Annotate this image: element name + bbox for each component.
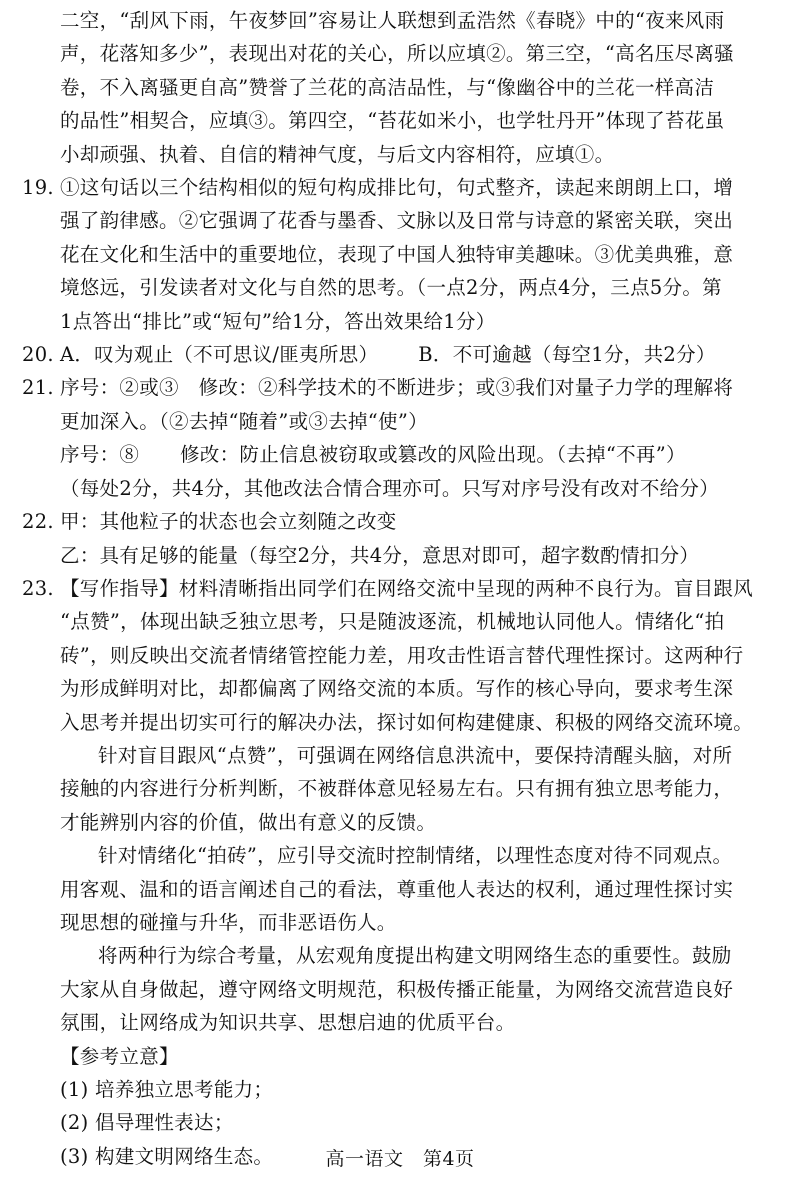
- q21-line: [22, 371, 784, 404]
- q23-line: 大家从自身做起，遵守网络文明规范，积极传播正能量，为网络交流营造良好: [60, 977, 734, 1001]
- q19-line: 强了韵律感。②它强调了花香与墨香、文脉以及日常与诗意的紧密关联，突出: [60, 209, 734, 233]
- q20-number: 20.: [22, 343, 54, 367]
- q18-line: 的品性”相契合，应填③。第四空，“苔花如米小，也学牡丹开”体现了苔花虽: [60, 109, 725, 133]
- q19-line: 1点答出“排比”或“短句”给1分，答出效果给1分）: [60, 309, 496, 333]
- q23-line: 用客观、温和的语言阐述自己的看法，尊重他人表达的权利，通过理性探讨实: [60, 877, 734, 901]
- q18-line: 二空，“刮风下雨，午夜梦回”容易让人联想到孟浩然《春晓》中的“夜来风雨: [60, 9, 725, 32]
- q21-line: 更加深入。（②去掉“随着”或③去掉“使”）: [60, 409, 428, 433]
- q23-line: 砖”，则反映出交流者情绪管控能力差，用攻击性语言替代理性探讨。这两种行: [60, 643, 744, 667]
- q22-line: 乙：具有足够的能量（每空2分，共4分，意思对即可，超字数酌情扣分）: [60, 543, 700, 567]
- q22-line: [22, 505, 784, 538]
- q22-number: 22.: [22, 510, 54, 534]
- q19-line: [22, 171, 784, 204]
- q19-line: 花在文化和生活中的重要地位，表现了中国人独特审美趣味。③优美典雅，意: [60, 242, 734, 266]
- q23-number: 23.: [22, 576, 54, 600]
- q23-paragraph-start: 将两种行为综合考量，从宏观角度提出构建文明网络生态的重要性。鼓励: [98, 944, 732, 968]
- q23-line: 为形成鲜明对比，却都偏离了网络交流的本质。写作的核心导向，要求考生深: [60, 677, 734, 701]
- q23-line: 才能辨别内容的价值，做出有意义的反馈。: [60, 810, 437, 834]
- q23-line: [22, 572, 784, 605]
- q18-line: 小却顽强、执着、自信的精神气度，与后文内容相符，应填①。: [60, 142, 615, 166]
- q21-line: [22, 438, 784, 471]
- q21-line: （每处2分，共4分，其他改法合情合理亦可。只写对序号没有改对不给分）: [60, 476, 720, 500]
- q20-answer-a: A．叹为观止（不可思议/匪夷所思）: [60, 343, 379, 367]
- q23-line: 接触的内容进行分析判断，不被群体意见轻易左右。只有拥有独立思考能力，: [60, 777, 734, 801]
- q23-paragraph-start: 针对情绪化“拍砖”，应引导交流时控制情绪，以理性态度对待不同观点。: [98, 844, 733, 868]
- q21-fix-text: 修改：防止信息被窃取或篡改的风险出现。（去掉“不再”）: [180, 443, 686, 467]
- reference-title: 【参考立意】: [60, 1044, 179, 1068]
- reference-item: (3) 构建文明网络生态。: [60, 1144, 274, 1168]
- q23-line: “点赞”，体现出缺乏独立思考，只是随波逐流，机械地认同他人。情绪化“拍: [60, 610, 725, 634]
- page-footer: 高一语文 第4页: [325, 1148, 475, 1170]
- q21-number: 21.: [22, 376, 54, 400]
- q20-answer-b: B．不可逾越（每空1分，共2分）: [418, 343, 716, 367]
- q23-paragraph-start: 针对盲目跟风“点赞”，可强调在网络信息洪流中，要保持清醒头脑，对所: [98, 743, 733, 767]
- reference-item: (2) 倡导理性表达；: [60, 1111, 234, 1135]
- answer-content: [22, 4, 784, 1173]
- q18-line: 卷，不入离骚更自高”赞誉了兰花的高洁品性，与“像幽谷中的兰花一样高洁: [60, 75, 715, 99]
- q18-line: 声，花落知多少”，表现出对花的关心，所以应填②。第三空，“高名压尽离骚: [60, 42, 734, 66]
- q23-text: 【写作指导】材料清晰指出同学们在网络交流中呈现的两种不良行为。盲目跟风: [60, 576, 754, 600]
- q23-line: 现思想的碰撞与升华，而非恶语伤人。: [60, 910, 397, 934]
- q21-text: 序号：②或③ 修改：②科学技术的不断进步；或③我们对量子力学的理解将: [60, 376, 734, 400]
- q19-number: 19.: [22, 176, 54, 200]
- q19-text: ①这句话以三个结构相似的短句构成排比句，句式整齐，读起来朗朗上口，增: [60, 176, 734, 200]
- q19-line: 境悠远，引发读者对文化与自然的思考。（一点2分，两点4分，三点5分。第: [60, 276, 722, 300]
- q23-line: 氛围，让网络成为知识共享、思想启迪的优质平台。: [60, 1011, 516, 1035]
- q21-seq-label: 序号：⑧: [60, 443, 140, 467]
- q22-text: 甲：其他粒子的状态也会立刻随之改变: [60, 510, 397, 534]
- q20-line: [22, 338, 784, 371]
- reference-item: (1) 培养独立思考能力；: [60, 1078, 274, 1101]
- q23-line: 入思考并提出切实可行的解决办法，探讨如何构建健康、积极的网络交流环境。: [60, 710, 754, 734]
